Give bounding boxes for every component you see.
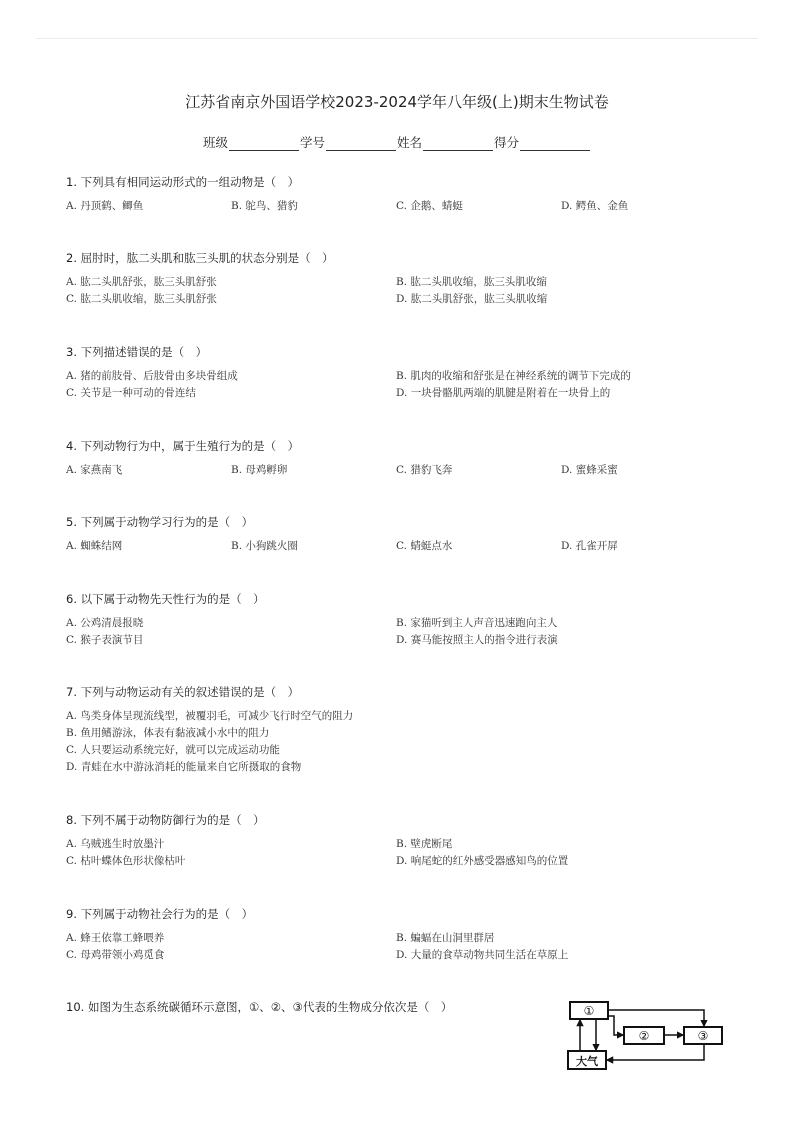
- option-a[interactable]: A. 家燕南飞: [66, 464, 123, 476]
- name-blank[interactable]: [423, 138, 493, 151]
- question-options: [66, 930, 746, 964]
- option-d[interactable]: D. 鳄鱼、金鱼: [561, 200, 629, 212]
- atmosphere-label: 大气: [576, 1055, 598, 1068]
- option-c[interactable]: C. 枯叶蝶体色形状像枯叶: [66, 855, 186, 867]
- option-c[interactable]: C. 母鸡带领小鸡觅食: [66, 949, 165, 961]
- question-stem: 2. 屈肘时，肱二头肌和肱三头肌的状态分别是（ ）: [66, 251, 334, 265]
- option-b[interactable]: B. 家猫听到主人声音迅速跑向主人: [396, 617, 558, 629]
- name-field[interactable]: [397, 133, 494, 151]
- question-stem: 5. 下列属于动物学习行为的是（ ）: [66, 515, 254, 529]
- option-d[interactable]: D. 孔雀开屏: [561, 540, 618, 552]
- option-a[interactable]: A. 丹顶鹤、鲫鱼: [66, 200, 144, 212]
- node-1-label: ①: [583, 1004, 595, 1018]
- option-b[interactable]: B. 肱二头肌收缩，肱三头肌收缩: [396, 276, 547, 288]
- option-b[interactable]: B. 鸵鸟、猎豹: [231, 200, 298, 212]
- exam-title: 江苏省南京外国语学校2023-2024学年八年级(上)期末生物试卷: [185, 93, 609, 111]
- option-d[interactable]: D. 大量的食草动物共同生活在草原上: [396, 949, 569, 961]
- option-b[interactable]: B. 蝙蝠在山洞里群居: [396, 932, 495, 944]
- node-3-label: ③: [697, 1029, 709, 1043]
- question-9: [66, 906, 746, 964]
- option-c[interactable]: C. 人只要运动系统完好，就可以完成运动功能: [66, 744, 280, 756]
- question-stem: 4. 下列动物行为中，属于生殖行为的是（ ）: [66, 439, 300, 453]
- option-c[interactable]: C. 猎豹飞奔: [396, 464, 453, 476]
- question-stem: 3. 下列描述错误的是（ ）: [66, 345, 208, 359]
- option-a[interactable]: A. 鸟类身体呈现流线型，被覆羽毛，可减少飞行时空气的阻力: [66, 710, 354, 722]
- question-stem: 9. 下列属于动物社会行为的是（ ）: [66, 907, 254, 921]
- question-stem: 6. 以下属于动物先天性行为的是（ ）: [66, 592, 265, 606]
- option-d[interactable]: D. 响尾蛇的红外感受器感知鸟的位置: [396, 855, 569, 867]
- question-options: [66, 615, 746, 649]
- student-id-field[interactable]: [300, 133, 397, 151]
- option-d[interactable]: D. 一块骨骼肌两端的肌腱是附着在一块骨上的: [396, 387, 611, 399]
- question-options: [66, 462, 746, 479]
- option-a[interactable]: A. 公鸡清晨报晓: [66, 617, 144, 629]
- student-info-line: [0, 133, 794, 151]
- question-3: [66, 344, 746, 402]
- option-d[interactable]: D. 赛马能按照主人的指令进行表演: [396, 634, 558, 646]
- option-a[interactable]: A. 肱二头肌舒张，肱三头肌舒张: [66, 276, 217, 288]
- carbon-cycle-diagram: [562, 996, 730, 1074]
- question-stem: 1. 下列具有相同运动形式的一组动物是（ ）: [66, 175, 300, 189]
- arrow-3-to-atmosphere: [607, 1044, 704, 1060]
- option-c[interactable]: C. 蜻蜓点水: [396, 540, 453, 552]
- option-c[interactable]: C. 猴子表演节目: [66, 634, 144, 646]
- option-a[interactable]: A. 乌贼逃生时放墨汁: [66, 838, 165, 850]
- option-b[interactable]: B. 母鸡孵卵: [231, 464, 288, 476]
- option-b[interactable]: B. 小狗跳火圈: [231, 540, 298, 552]
- question-options: [66, 368, 746, 402]
- question-stem: 8. 下列不属于动物防御行为的是（ ）: [66, 813, 265, 827]
- question-options: [66, 274, 746, 308]
- option-a[interactable]: A. 猪的前肢骨、后肢骨由多块骨组成: [66, 370, 238, 382]
- question-2: [66, 250, 746, 308]
- option-d[interactable]: D. 青蛙在水中游泳消耗的能量来自它所摄取的食物: [66, 761, 302, 773]
- class-blank[interactable]: [229, 138, 299, 151]
- score-label: 得分: [494, 135, 520, 150]
- option-c[interactable]: C. 企鹅、蜻蜓: [396, 200, 463, 212]
- question-stem: 7. 下列与动物运动有关的叙述错误的是（ ）: [66, 685, 300, 699]
- option-b[interactable]: B. 壁虎断尾: [396, 838, 453, 850]
- page-top-divider: [36, 38, 758, 39]
- question-7: [66, 684, 746, 776]
- node-2-label: ②: [638, 1029, 650, 1043]
- option-d[interactable]: D. 肱二头肌舒张，肱三头肌收缩: [396, 293, 548, 305]
- option-c[interactable]: C. 肱二头肌收缩，肱三头肌舒张: [66, 293, 217, 305]
- question-4: [66, 438, 746, 479]
- option-b[interactable]: B. 鱼用鳍游泳，体表有黏液减小水中的阻力: [66, 727, 270, 739]
- option-a[interactable]: A. 蜂王依靠工蜂喂养: [66, 932, 165, 944]
- score-blank[interactable]: [520, 138, 590, 151]
- class-label: 班级: [202, 135, 228, 150]
- question-options: [66, 198, 746, 215]
- question-stem: 10. 如图为生态系统碳循环示意图，①、②、③代表的生物成分依次是（ ）: [66, 1000, 453, 1014]
- class-field[interactable]: [203, 133, 300, 151]
- question-options: [66, 538, 746, 555]
- arrow-1-to-2: [608, 1016, 623, 1035]
- option-b[interactable]: B. 肌肉的收缩和舒张是在神经系统的调节下完成的: [396, 370, 631, 382]
- question-1: [66, 174, 746, 215]
- question-5: [66, 514, 746, 555]
- score-field[interactable]: [494, 133, 591, 151]
- question-8: [66, 812, 746, 870]
- student-id-blank[interactable]: [326, 138, 396, 151]
- question-6: [66, 591, 746, 649]
- question-options: [66, 836, 746, 870]
- question-options: [66, 708, 746, 776]
- name-label: 姓名: [397, 135, 423, 150]
- arrow-1-to-3: [608, 1010, 704, 1026]
- student-id-label: 学号: [299, 135, 325, 150]
- option-c[interactable]: C. 关节是一种可动的骨连结: [66, 387, 196, 399]
- option-d[interactable]: D. 蜜蜂采蜜: [561, 464, 618, 476]
- option-a[interactable]: A. 蜘蛛结网: [66, 540, 123, 552]
